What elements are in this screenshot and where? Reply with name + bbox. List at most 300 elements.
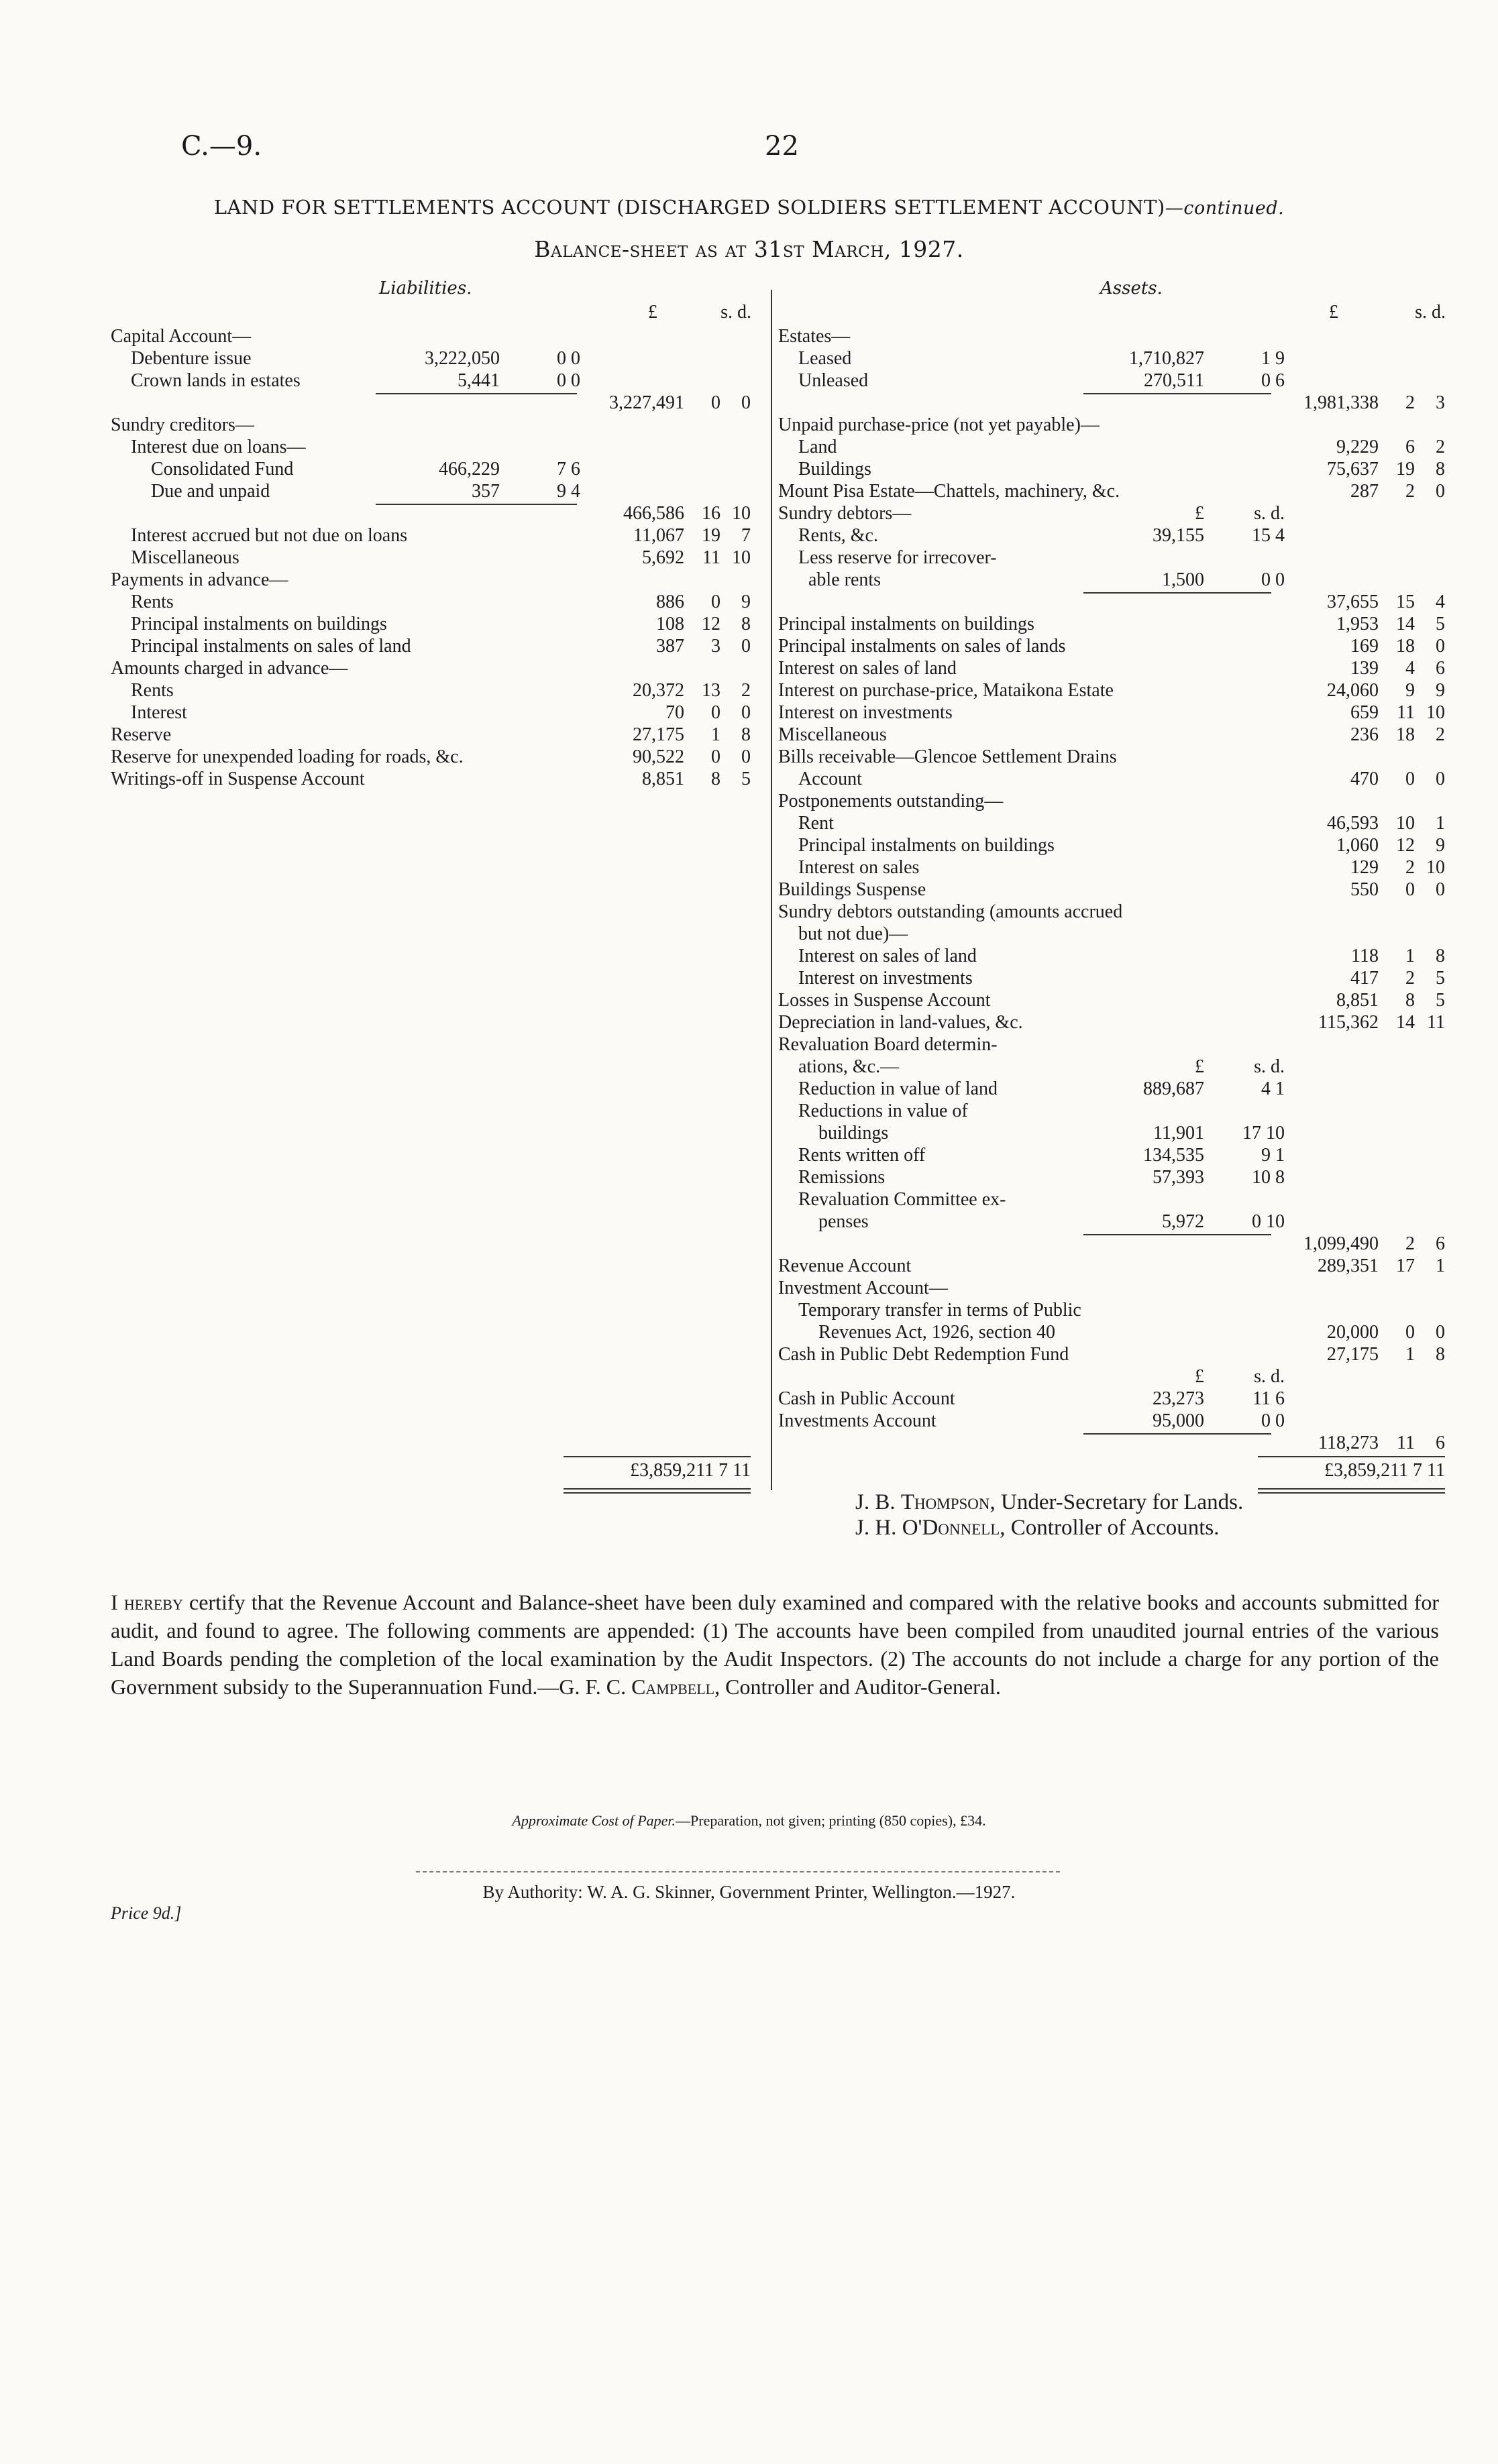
title-suffix: —continued. bbox=[1165, 198, 1285, 219]
cost-label: Approximate Cost of Paper. bbox=[512, 1812, 676, 1829]
sub-sd: 0 0 bbox=[1261, 1410, 1285, 1431]
row-label: Rents written off bbox=[798, 1145, 926, 1166]
cost-text: —Preparation, not given; printing (850 copies), £34. bbox=[676, 1812, 986, 1829]
ledger-row bbox=[0, 502, 765, 524]
ledger-row bbox=[778, 1144, 1498, 1166]
signer-initials: J. H. bbox=[855, 1516, 897, 1540]
ledger-row bbox=[778, 967, 1498, 989]
certificate-text: certify that the Revenue Account and Balance-sheet have been duly examined and compared with the relative books and accounts submitted for audit, and found to agree. The following comments are appended: (1) The accounts have been compiled from unaudited journal entries of the various Land Boards pending the completion of the local examination by the Audit Inspectors. (2) The accounts do not include a charge for any portion of the Government subsidy to the Superannuation Fund.—G. F. C. bbox=[111, 1590, 1440, 1699]
ledger-row bbox=[778, 1432, 1498, 1454]
ledger-row bbox=[778, 1388, 1498, 1410]
amount-pounds: 1,981,338 bbox=[1303, 392, 1379, 413]
ledger-row bbox=[778, 879, 1498, 901]
amount-shillings: 11 bbox=[1397, 702, 1415, 723]
row-label: Reductions in value of bbox=[798, 1101, 968, 1121]
amount-pence: 8 bbox=[741, 724, 751, 745]
amount-pounds: 27,175 bbox=[1327, 1344, 1379, 1365]
amount-pence: 7 bbox=[741, 525, 751, 546]
amount-shillings: 12 bbox=[1396, 835, 1415, 856]
sub-amount: 23,273 bbox=[1153, 1388, 1204, 1409]
row-label: Interest on sales of land bbox=[778, 658, 957, 679]
amount-shillings: 19 bbox=[1396, 459, 1415, 480]
amount-pence: 1 bbox=[1436, 1255, 1445, 1276]
ledger-row bbox=[778, 856, 1498, 879]
ledger-row bbox=[778, 679, 1498, 702]
column-divider bbox=[771, 290, 772, 1490]
ledger-row bbox=[0, 458, 765, 480]
amount-pence: 0 bbox=[741, 702, 751, 723]
ledger-row bbox=[778, 370, 1498, 392]
sub-sd: 7 6 bbox=[557, 459, 580, 480]
row-label: Sundry debtors outstanding (amounts accrued bbox=[778, 901, 1123, 922]
total-double-rule bbox=[1258, 1488, 1445, 1494]
page-title bbox=[0, 196, 1498, 219]
amount-shillings: 13 bbox=[702, 680, 720, 701]
row-label: able rents bbox=[808, 569, 881, 590]
sub-sd: 0 0 bbox=[557, 370, 580, 391]
row-label: Capital Account— bbox=[111, 326, 252, 347]
ledger-row bbox=[0, 524, 765, 547]
amount-pence: 0 bbox=[741, 636, 751, 657]
amount-pence: 0 bbox=[1436, 1322, 1445, 1343]
signer-initials: J. B. bbox=[855, 1490, 896, 1514]
amount-pence: 11 bbox=[1427, 1012, 1445, 1033]
row-label: Remissions bbox=[798, 1167, 886, 1188]
row-label: buildings bbox=[818, 1123, 889, 1143]
amount-shillings: 19 bbox=[702, 525, 720, 546]
ledger-row bbox=[0, 679, 765, 702]
ledger-row bbox=[778, 1033, 1498, 1056]
row-label: Estates— bbox=[778, 326, 851, 347]
row-label: Interest on investments bbox=[778, 702, 953, 723]
sub-amount: 11,901 bbox=[1153, 1123, 1204, 1143]
ledger-row bbox=[0, 547, 765, 569]
row-label: Mount Pisa Estate—Chattels, machinery, &c. bbox=[778, 481, 1120, 502]
row-label: Sundry debtors— bbox=[778, 503, 912, 524]
amount-pounds: 466,586 bbox=[623, 503, 684, 524]
amount-pounds: 20,000 bbox=[1327, 1322, 1379, 1343]
ledger-row bbox=[778, 458, 1498, 480]
ledger-row bbox=[778, 1410, 1498, 1432]
ledger-row bbox=[778, 502, 1498, 524]
amount-pence: 5 bbox=[1436, 968, 1445, 989]
row-label: Principal instalments on sales of land bbox=[131, 636, 411, 657]
amount-shillings: 2 bbox=[1405, 392, 1415, 413]
row-label: Reserve bbox=[111, 724, 172, 745]
row-label: Reduction in value of land bbox=[798, 1078, 998, 1099]
amount-shillings: 8 bbox=[1405, 990, 1415, 1011]
row-label: Rents bbox=[131, 680, 174, 701]
row-label: Cash in Public Account bbox=[778, 1388, 955, 1409]
ledger-row bbox=[0, 635, 765, 657]
ledger-row bbox=[0, 414, 765, 436]
amount-shillings: 2 bbox=[1405, 968, 1415, 989]
ledger-row bbox=[778, 1233, 1498, 1255]
sub-amount: £ bbox=[1195, 1056, 1204, 1077]
signer-name: O'Donnell bbox=[902, 1516, 1000, 1540]
ledger-row bbox=[0, 480, 765, 502]
sub-amount: £ bbox=[1195, 1366, 1204, 1387]
ledger-row bbox=[778, 613, 1498, 635]
sub-amount: 1,710,827 bbox=[1129, 348, 1204, 369]
ledger-row bbox=[778, 547, 1498, 569]
amount-pounds: 287 bbox=[1350, 481, 1379, 502]
title-text: LAND FOR SETTLEMENTS ACCOUNT (DISCHARGED SOLDIERS SETTLEMENT ACCOUNT) bbox=[213, 196, 1165, 219]
amount-pounds: 5,692 bbox=[642, 547, 684, 568]
ledger-row bbox=[0, 768, 765, 790]
row-label: Postponements outstanding— bbox=[778, 791, 1004, 811]
amount-pence: 8 bbox=[1436, 459, 1445, 480]
amount-pounds: 70 bbox=[665, 702, 684, 723]
ledger-row bbox=[778, 812, 1498, 834]
row-label: Interest accrued but not due on loans bbox=[131, 525, 408, 546]
ledger-row bbox=[778, 989, 1498, 1011]
ledger-row bbox=[0, 347, 765, 370]
sub-amount: 57,393 bbox=[1153, 1167, 1204, 1188]
footer-divider bbox=[416, 1871, 1060, 1872]
paper-cost-note bbox=[0, 1812, 1498, 1830]
amount-pence: 5 bbox=[1436, 614, 1445, 634]
amount-pounds: 20,372 bbox=[633, 680, 684, 701]
certificate-signer-title: , Controller and Auditor-General. bbox=[714, 1675, 1001, 1699]
ledger-row bbox=[778, 1277, 1498, 1299]
amount-pounds: 118,273 bbox=[1318, 1433, 1379, 1453]
amount-pence: 0 bbox=[1436, 879, 1445, 900]
row-label: Miscellaneous bbox=[778, 724, 887, 745]
amount-shillings: 2 bbox=[1405, 1233, 1415, 1254]
sub-amount: 5,441 bbox=[458, 370, 500, 391]
ledger-row bbox=[778, 569, 1498, 591]
sub-sd: 4 1 bbox=[1261, 1078, 1285, 1099]
ledger-row bbox=[778, 414, 1498, 436]
row-label: penses bbox=[818, 1211, 869, 1232]
amount-pence: 6 bbox=[1436, 1233, 1445, 1254]
sub-amount: £ bbox=[1195, 503, 1204, 524]
row-label: but not due)— bbox=[798, 923, 908, 944]
amount-pounds: 8,851 bbox=[642, 769, 684, 789]
price-note: Price 9d.] bbox=[111, 1903, 182, 1923]
row-label: Account bbox=[798, 769, 862, 789]
row-label: Land bbox=[798, 437, 837, 457]
col-header-pound: £ bbox=[648, 302, 657, 323]
amount-pence: 10 bbox=[732, 547, 751, 568]
row-label: Principal instalments on sales of lands bbox=[778, 636, 1066, 657]
amount-pounds: 417 bbox=[1350, 968, 1379, 989]
signature-odonnell bbox=[855, 1516, 1219, 1540]
sub-sd: 11 6 bbox=[1252, 1388, 1285, 1409]
amount-pence: 0 bbox=[1436, 481, 1445, 502]
amount-shillings: 14 bbox=[1396, 1012, 1415, 1033]
amount-shillings: 11 bbox=[702, 547, 720, 568]
ledger-row bbox=[778, 790, 1498, 812]
sub-amount: 134,535 bbox=[1143, 1145, 1204, 1166]
row-label: Buildings bbox=[798, 459, 871, 480]
amount-pence: 2 bbox=[741, 680, 751, 701]
sub-amount: 39,155 bbox=[1153, 525, 1204, 546]
row-label: Debenture issue bbox=[131, 348, 252, 369]
amount-shillings: 3 bbox=[711, 636, 720, 657]
row-label: ations, &c.— bbox=[798, 1056, 900, 1077]
amount-shillings: 1 bbox=[711, 724, 720, 745]
grand-total: £3,859,211 7 11 bbox=[1324, 1460, 1445, 1481]
row-label: Interest due on loans— bbox=[131, 437, 306, 457]
ledger-row bbox=[778, 834, 1498, 856]
amount-pounds: 3,227,491 bbox=[609, 392, 684, 413]
amount-shillings: 0 bbox=[1405, 769, 1415, 789]
ledger-row bbox=[778, 923, 1498, 945]
document-reference: C.—9. bbox=[181, 131, 262, 162]
amount-pounds: 886 bbox=[656, 592, 684, 612]
total-double-rule bbox=[564, 1488, 751, 1494]
amount-shillings: 0 bbox=[711, 746, 720, 767]
ledger-row bbox=[778, 1299, 1498, 1321]
amount-pence: 2 bbox=[1436, 724, 1445, 745]
amount-shillings: 0 bbox=[711, 592, 720, 612]
grand-total: £3,859,211 7 11 bbox=[630, 1460, 751, 1481]
row-label: Investment Account— bbox=[778, 1278, 948, 1298]
ledger-row bbox=[778, 524, 1498, 547]
amount-pounds: 75,637 bbox=[1327, 459, 1379, 480]
total-rule-top bbox=[564, 1456, 751, 1457]
signer-title: , Under-Secretary for Lands. bbox=[989, 1490, 1244, 1514]
amount-pence: 0 bbox=[741, 746, 751, 767]
signer-name: Thompson bbox=[900, 1490, 990, 1514]
sub-sd: 10 8 bbox=[1252, 1167, 1285, 1188]
amount-shillings: 9 bbox=[1405, 680, 1415, 701]
ledger-row bbox=[778, 702, 1498, 724]
amount-shillings: 4 bbox=[1405, 658, 1415, 679]
row-label: Amounts charged in advance— bbox=[111, 658, 348, 679]
row-label: Principal instalments on buildings bbox=[131, 614, 387, 634]
amount-shillings: 0 bbox=[711, 702, 720, 723]
row-label: Payments in advance— bbox=[111, 569, 288, 590]
row-label: Interest on purchase-price, Mataikona Estate bbox=[778, 680, 1114, 701]
amount-shillings: 2 bbox=[1405, 481, 1415, 502]
row-label: Rent bbox=[798, 813, 834, 834]
ledger-row bbox=[778, 1100, 1498, 1122]
sub-amount: 357 bbox=[472, 481, 500, 502]
sub-sd: 15 4 bbox=[1252, 525, 1285, 546]
amount-pounds: 289,351 bbox=[1318, 1255, 1379, 1276]
row-label: Interest on sales bbox=[798, 857, 920, 878]
ledger-row bbox=[0, 724, 765, 746]
amount-pence: 6 bbox=[1436, 1433, 1445, 1453]
ledger-row bbox=[778, 1166, 1498, 1188]
row-label: Cash in Public Debt Redemption Fund bbox=[778, 1344, 1069, 1365]
amount-shillings: 1 bbox=[1405, 1344, 1415, 1365]
ledger-row bbox=[0, 657, 765, 679]
amount-pence: 9 bbox=[1436, 680, 1445, 701]
ledger-row bbox=[778, 746, 1498, 768]
row-label: Interest on sales of land bbox=[798, 946, 977, 966]
sub-sd: s. d. bbox=[1254, 1056, 1285, 1077]
amount-pounds: 470 bbox=[1350, 769, 1379, 789]
assets-ledger bbox=[778, 303, 1498, 1497]
ledger-row bbox=[778, 1011, 1498, 1033]
sub-amount: 3,222,050 bbox=[425, 348, 500, 369]
ledger-row bbox=[0, 325, 765, 347]
sub-amount: 5,972 bbox=[1162, 1211, 1204, 1232]
ledger-row bbox=[778, 325, 1498, 347]
signer-title: , Controller of Accounts. bbox=[1000, 1516, 1220, 1540]
amount-pounds: 550 bbox=[1350, 879, 1379, 900]
ledger-row bbox=[778, 480, 1498, 502]
certificate-signer: Campbell bbox=[631, 1675, 715, 1699]
amount-pence: 0 bbox=[741, 392, 751, 413]
row-label: Interest on investments bbox=[798, 968, 973, 989]
amount-pence: 10 bbox=[732, 503, 751, 524]
amount-pence: 8 bbox=[1436, 946, 1445, 966]
ledger-row bbox=[778, 1122, 1498, 1144]
amount-pounds: 1,060 bbox=[1336, 835, 1379, 856]
amount-shillings: 14 bbox=[1396, 614, 1415, 634]
liabilities-heading: Liabilities. bbox=[379, 278, 472, 298]
ledger-row bbox=[0, 746, 765, 768]
amount-pounds: 11,067 bbox=[633, 525, 684, 546]
amount-pence: 8 bbox=[1436, 1344, 1445, 1365]
row-label: Reserve for unexpended loading for roads, &c. bbox=[111, 746, 464, 767]
ledger-row bbox=[0, 702, 765, 724]
amount-pounds: 46,593 bbox=[1327, 813, 1379, 834]
ledger-row bbox=[778, 1078, 1498, 1100]
ledger-row bbox=[778, 635, 1498, 657]
amount-shillings: 1 bbox=[1405, 946, 1415, 966]
amount-pounds: 8,851 bbox=[1336, 990, 1379, 1011]
amount-shillings: 8 bbox=[711, 769, 720, 789]
amount-pence: 5 bbox=[1436, 990, 1445, 1011]
amount-pounds: 115,362 bbox=[1318, 1012, 1379, 1033]
row-label: Principal instalments on buildings bbox=[798, 835, 1055, 856]
amount-pounds: 118 bbox=[1351, 946, 1379, 966]
amount-pounds: 27,175 bbox=[633, 724, 684, 745]
audit-certificate bbox=[111, 1588, 1439, 1701]
amount-pounds: 1,099,490 bbox=[1303, 1233, 1379, 1254]
amount-shillings: 10 bbox=[1396, 813, 1415, 834]
ledger-row bbox=[778, 657, 1498, 679]
ledger-row bbox=[778, 901, 1498, 923]
amount-pence: 9 bbox=[741, 592, 751, 612]
row-label: Unpaid purchase-price (not yet payable)— bbox=[778, 414, 1100, 435]
row-label: Unleased bbox=[798, 370, 869, 391]
amount-pounds: 387 bbox=[656, 636, 684, 657]
ledger-row bbox=[778, 1211, 1498, 1233]
amount-pounds: 37,655 bbox=[1327, 592, 1379, 612]
amount-pounds: 139 bbox=[1350, 658, 1379, 679]
row-label: Revaluation Board determin- bbox=[778, 1034, 998, 1055]
amount-pence: 10 bbox=[1426, 702, 1445, 723]
sub-sd: s. d. bbox=[1254, 503, 1285, 524]
sub-sd: 17 10 bbox=[1242, 1123, 1285, 1143]
amount-shillings: 0 bbox=[711, 392, 720, 413]
amount-shillings: 15 bbox=[1396, 592, 1415, 612]
amount-pence: 0 bbox=[1436, 769, 1445, 789]
signature-thompson bbox=[855, 1490, 1243, 1514]
sub-sd: s. d. bbox=[1254, 1366, 1285, 1387]
ledger-row bbox=[778, 591, 1498, 613]
amount-shillings: 16 bbox=[702, 503, 720, 524]
row-label: Crown lands in estates bbox=[131, 370, 301, 391]
amount-shillings: 12 bbox=[702, 614, 720, 634]
col-header-pound: £ bbox=[1329, 302, 1338, 323]
row-label: Rents bbox=[131, 592, 174, 612]
ledger-row bbox=[778, 347, 1498, 370]
row-label: Depreciation in land-values, &c. bbox=[778, 1012, 1023, 1033]
ledger-row bbox=[778, 392, 1498, 414]
ledger-row bbox=[778, 1255, 1498, 1277]
page-subtitle: Balance-sheet as at 31st March, 1927. bbox=[534, 236, 964, 262]
amount-shillings: 0 bbox=[1405, 1322, 1415, 1343]
ledger-row bbox=[778, 724, 1498, 746]
amount-shillings: 11 bbox=[1397, 1433, 1415, 1453]
sub-sd: 1 9 bbox=[1261, 348, 1285, 369]
sub-sd: 0 0 bbox=[1261, 569, 1285, 590]
assets-heading: Assets. bbox=[1100, 278, 1163, 298]
ledger-row bbox=[778, 1343, 1498, 1365]
amount-pounds: 108 bbox=[656, 614, 684, 634]
ledger-row bbox=[0, 392, 765, 414]
amount-shillings: 18 bbox=[1396, 724, 1415, 745]
ledger-row bbox=[0, 569, 765, 591]
col-header-sd: s. d. bbox=[720, 302, 751, 323]
sub-amount: 270,511 bbox=[1144, 370, 1204, 391]
row-label: Bills receivable—Glencoe Settlement Drains bbox=[778, 746, 1117, 767]
sub-sd: 0 0 bbox=[557, 348, 580, 369]
amount-shillings: 18 bbox=[1396, 636, 1415, 657]
row-label: Writings-off in Suspense Account bbox=[111, 769, 365, 789]
total-rule-top bbox=[1258, 1456, 1445, 1457]
amount-pence: 1 bbox=[1436, 813, 1445, 834]
ledger-row bbox=[778, 1321, 1498, 1343]
row-label: Leased bbox=[798, 348, 852, 369]
row-label: Interest bbox=[131, 702, 187, 723]
row-label: Principal instalments on buildings bbox=[778, 614, 1034, 634]
amount-shillings: 2 bbox=[1405, 857, 1415, 878]
row-label: Losses in Suspense Account bbox=[778, 990, 991, 1011]
ledger-row bbox=[0, 613, 765, 635]
page-number: 22 bbox=[765, 131, 799, 162]
row-label: Revenues Act, 1926, section 40 bbox=[818, 1322, 1056, 1343]
amount-pounds: 659 bbox=[1350, 702, 1379, 723]
col-header-sd: s. d. bbox=[1415, 302, 1446, 323]
row-label: Revenue Account bbox=[778, 1255, 912, 1276]
ledger-row bbox=[0, 591, 765, 613]
amount-pence: 0 bbox=[1436, 636, 1445, 657]
ledger-row bbox=[778, 436, 1498, 458]
amount-shillings: 6 bbox=[1405, 437, 1415, 457]
amount-pence: 5 bbox=[741, 769, 751, 789]
row-label: Rents, &c. bbox=[798, 525, 878, 546]
row-label: Due and unpaid bbox=[151, 481, 270, 502]
amount-pounds: 1,953 bbox=[1336, 614, 1379, 634]
amount-pounds: 24,060 bbox=[1327, 680, 1379, 701]
amount-pence: 4 bbox=[1436, 592, 1445, 612]
row-label: Revaluation Committee ex- bbox=[798, 1189, 1006, 1210]
ledger-row bbox=[0, 436, 765, 458]
ledger-row bbox=[778, 1188, 1498, 1211]
row-label: Temporary transfer in terms of Public bbox=[798, 1300, 1081, 1321]
amount-pence: 10 bbox=[1426, 857, 1445, 878]
row-label: Investments Account bbox=[778, 1410, 937, 1431]
amount-pounds: 9,229 bbox=[1336, 437, 1379, 457]
amount-pounds: 236 bbox=[1350, 724, 1379, 745]
amount-pounds: 169 bbox=[1350, 636, 1379, 657]
printing-authority: By Authority: W. A. G. Skinner, Government Printer, Wellington.—1927. bbox=[482, 1882, 1016, 1902]
amount-shillings: 17 bbox=[1396, 1255, 1415, 1276]
sub-amount: 889,687 bbox=[1143, 1078, 1204, 1099]
sub-sd: 0 6 bbox=[1261, 370, 1285, 391]
row-label: Sundry creditors— bbox=[111, 414, 254, 435]
amount-pence: 8 bbox=[741, 614, 751, 634]
